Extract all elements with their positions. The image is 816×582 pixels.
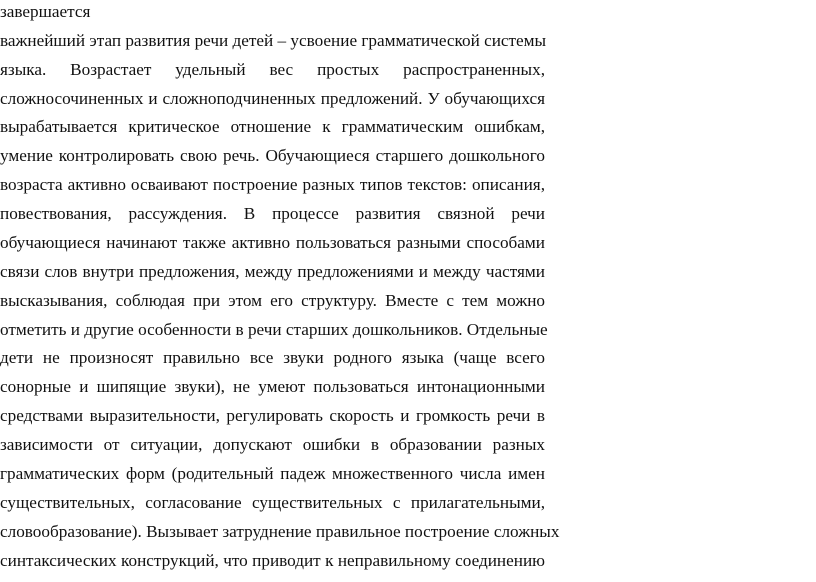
text-line: зависимости от ситуации, допускают ошибки в образовании разных <box>0 435 545 454</box>
text-line: повествования, рассуждения. В процессе развития связной речи <box>0 204 545 223</box>
text-line: словообразование). Вызывает затруднение правильное построение сложных <box>0 522 560 541</box>
text-line: важнейший этап развития речи детей – усвоение грамматической системы <box>0 31 547 50</box>
text-line: грамматических форм (родительный падеж множественного числа имен <box>0 464 545 483</box>
text-line: средствами выразительности, регулировать скорость и громкость речи в <box>0 406 545 425</box>
text-line: существительных, согласование существительных с прилагательными, <box>0 493 545 512</box>
text-line: синтаксических конструкций, что приводит к неправильному соединению <box>0 551 545 570</box>
text-line: высказывания, соблюдая при этом его структуру. Вместе с тем можно <box>0 291 545 310</box>
text-line: дети не произносят правильно все звуки родного языка (чаще всего <box>0 348 545 367</box>
text-line: обучающиеся начинают также активно пользоваться разными способами <box>0 233 545 252</box>
text-line: отметить и другие особенности в речи старших дошкольников. Отдельные <box>0 320 548 339</box>
text-line: вырабатывается критическое отношение к грамматическим ошибкам, <box>0 117 545 136</box>
text-line: связи слов внутри предложения, между предложениями и между частями <box>0 262 545 281</box>
text-line: возраста активно осваивают построение разных типов текстов: описания, <box>0 175 545 194</box>
text-line: сложносочиненных и сложноподчиненных предложений. У обучающихся <box>0 89 545 108</box>
text-line: умение контролировать свою речь. Обучающиеся старшего дошкольного <box>0 146 545 165</box>
text-line: языка. Возрастает удельный вес простых распространенных, <box>0 60 545 79</box>
text-line: сонорные и шипящие звуки), не умеют пользоваться интонационными <box>0 377 545 396</box>
text-line: завершается <box>0 2 91 21</box>
